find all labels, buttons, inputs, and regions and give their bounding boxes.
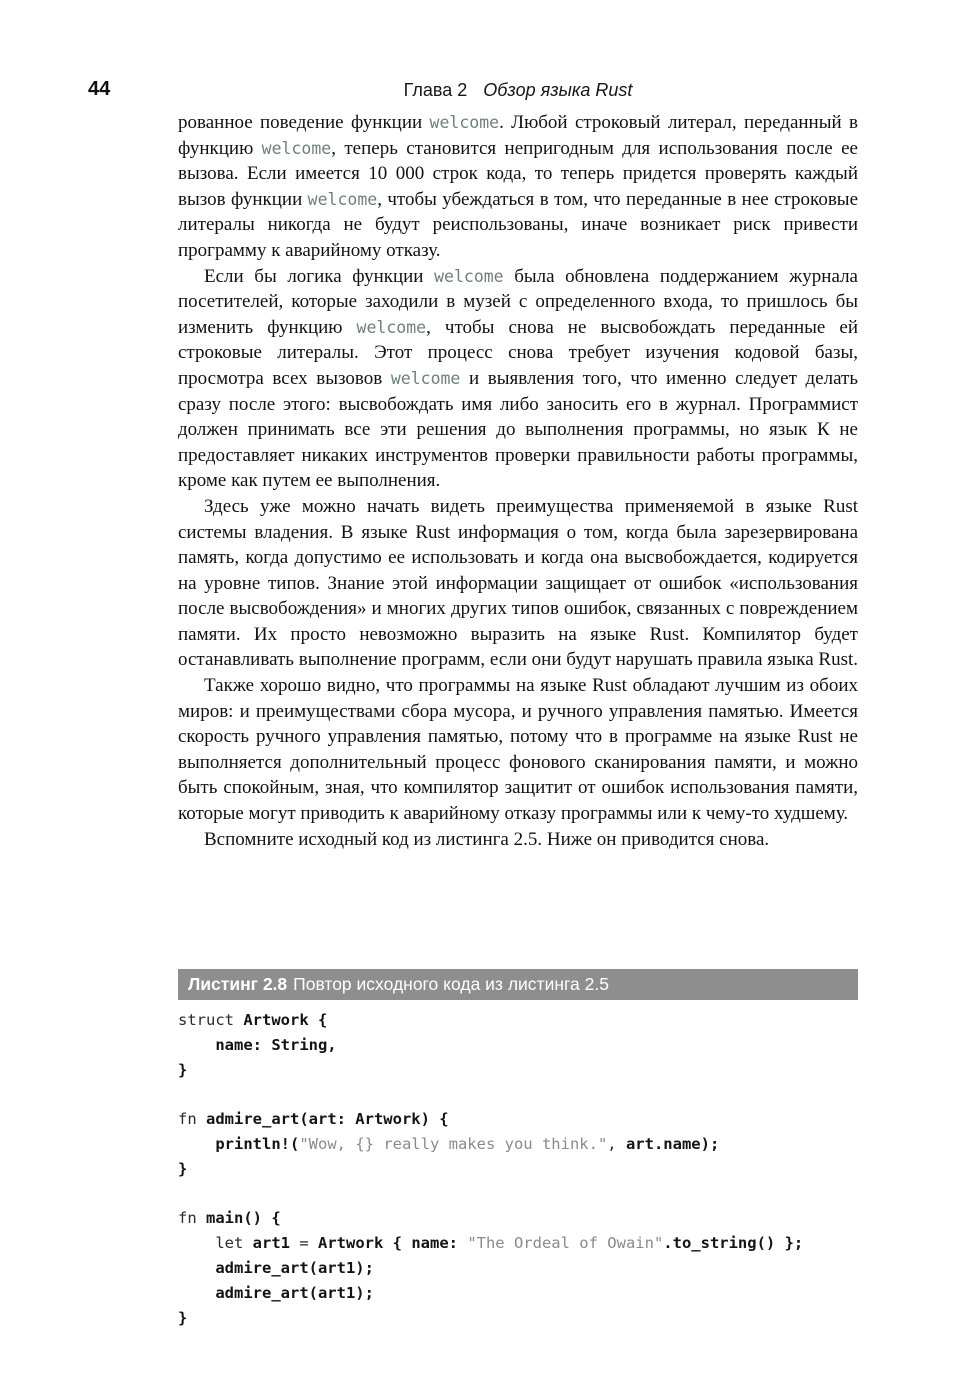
body-text [178, 110, 858, 852]
inline-code: welcome [390, 368, 461, 388]
inline-code: welcome [429, 113, 500, 132]
code-line: let art1 = Artwork { name: "The Ordeal of Owain".to_string() }; [215, 1234, 804, 1253]
code-line: fn main() { [178, 1209, 281, 1228]
listing-header [178, 969, 858, 1000]
code-line: admire_art(art1); [178, 1283, 374, 1302]
code-line [178, 1182, 918, 1207]
inline-code: welcome [307, 189, 378, 209]
code-line: println!("Wow, {} really makes you think.", art.name); [178, 1134, 720, 1153]
inline-code: welcome [356, 317, 427, 337]
chapter-label: Глава 2 [403, 80, 468, 100]
paragraph: Если бы логика функции welcome была обновлена поддержанием журнала посетителей, которые заходили в музей с определенного входа, то пришлось бы изменить функцию welcome, чтобы снова не высвобождать переданные ей строковые литералы. Этот процесс снова требует изучения кодовой базы, просмотра всех вызовов welcome и выявления того, что именно следует делать сразу после этого: высвобождать имя либо заносить его в журнал. Программист должен принимать все эти решения до выполнения программы, но язык К не предоставляет никаких инструментов проверки правильности работы программы, кроме как путем ее выполнения. [178, 265, 858, 492]
running-head [178, 80, 858, 101]
page-number: 44 [88, 78, 111, 100]
code-line: } [178, 1308, 188, 1327]
listing-label: Листинг 2.8 [188, 974, 288, 994]
paragraph: рованное поведение функции welcome. Любой строковый литерал, переданный в функцию welcome, теперь становится непригодным для использования после ее вызова. Если имеется 10 000 строк кода, то теперь придется проверять каждый вызов функции welcome, чтобы убеждаться в том, что переданные в нее строковые литералы никогда не будут реиспользованы, иначе возникает риск привести программу к аварийному отказу. [178, 112, 858, 261]
code-line: } [178, 1159, 188, 1178]
chapter-title: Обзор языка Rust [483, 80, 633, 100]
code-line: } [178, 1060, 188, 1079]
code-line: admire_art(art1); [178, 1258, 374, 1277]
paragraph: Здесь уже можно начать видеть преимущества применяемой в языке Rust системы владения. В языке Rust информация о том, когда была зарезервирована память, когда допустимо ее использовать и когда она высвобождается, кодируется на уровне типов. Знание этой информации защищает от ошибок «использования после высвобождения» и многих других типов ошибок, связанных с повреждением памяти. Их просто невозможно выразить на языке Rust. Компилятор будет останавливать выполнение программ, если они будут нарушать правила языка Rust. [178, 495, 858, 671]
code-listing [178, 1008, 918, 1330]
code-line: name: String, [178, 1035, 337, 1054]
code-line: fn admire_art(art: Artwork) { [178, 1110, 449, 1129]
code-line [178, 1082, 918, 1107]
inline-code: welcome [261, 138, 332, 158]
inline-code: welcome [434, 266, 504, 286]
code-line: struct Artwork { [178, 1011, 328, 1029]
listing-title: Повтор исходного кода из листинга 2.5 [293, 974, 609, 994]
paragraph: Также хорошо видно, что программы на языке Rust обладают лучшим из обоих миров: и преимуществами сбора мусора, и ручного управления памятью. Имеется скорость ручного управления памятью, потому что в программе на языке Rust не выполняется дополнительный процесс фонового сканирования памяти, и можно быть спокойным, зная, что компилятор защитит от ошибок использования памяти, которые могут приводить к аварийному отказу программы или к чему-то худшему. [178, 675, 858, 825]
paragraph: Вспомните исходный код из листинга 2.5. Ниже он приводится снова. [204, 828, 770, 850]
